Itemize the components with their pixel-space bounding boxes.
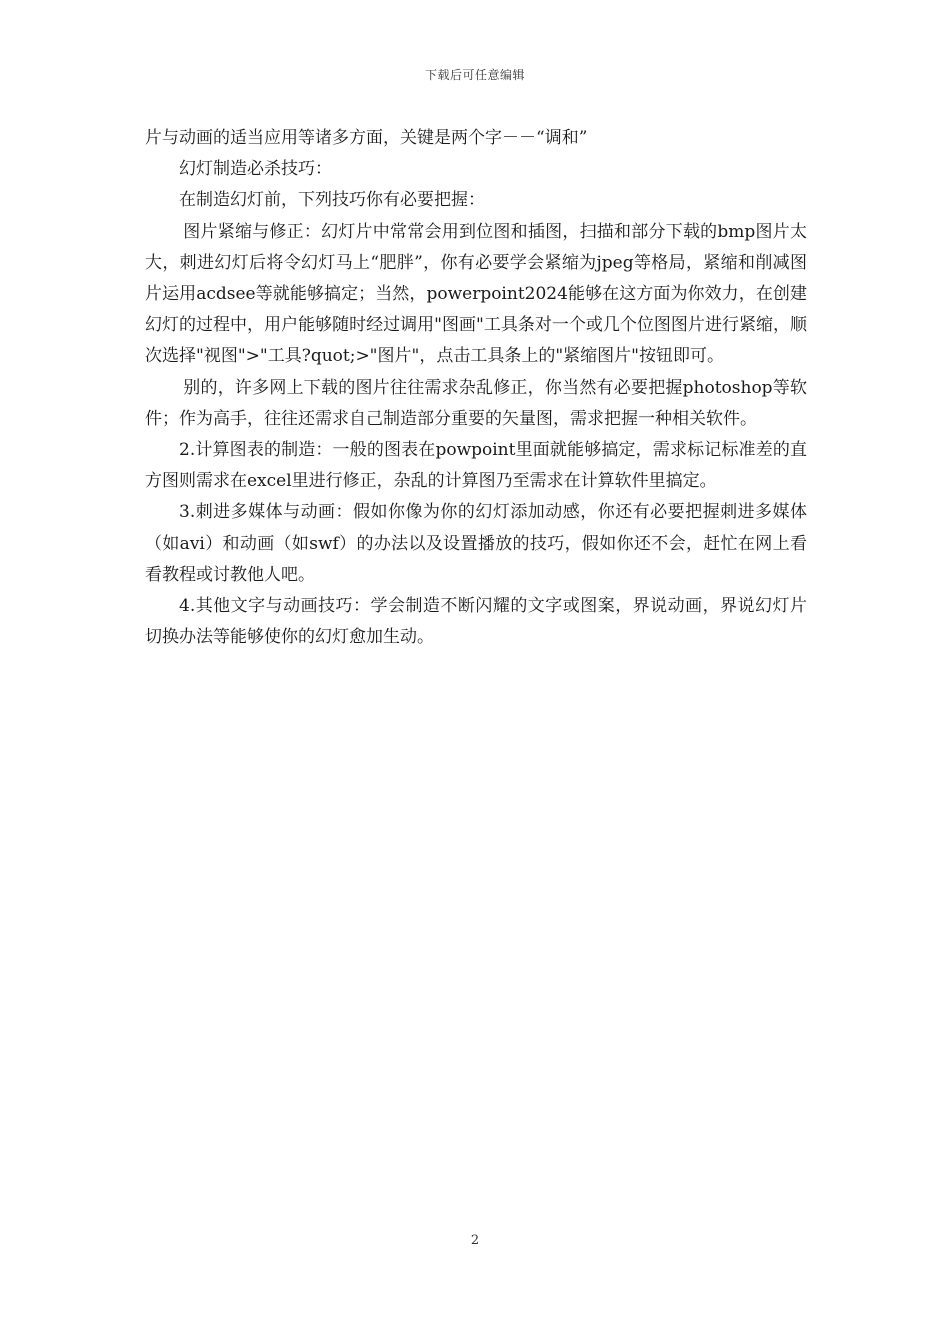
page-header: 下载后可任意编辑: [424, 68, 525, 82]
document-body: [145, 123, 807, 653]
paragraph-intro: 在制造幻灯前，下列技巧你有必要把握：: [179, 190, 485, 211]
page-number: 2: [470, 1233, 480, 1248]
paragraph-continuation: 片与动画的适当应用等诸多方面，关键是两个字－－“调和”: [145, 128, 588, 148]
paragraph-heading-tips: 幻灯制造必杀技巧：: [179, 159, 332, 180]
paragraph-charts: 2.计算图表的制造：一般的图表在powpoint里面就能够搞定，需求标记标准差的直方图则需求在excel里进行修正，杂乱的计算图乃至需求在计算软件里搞定。: [145, 440, 807, 492]
paragraph-image-compression: 图片紧缩与修正：幻灯片中常常会用到位图和插图，扫描和部分下载的bmp图片太大，刺进幻灯后将令幻灯马上“肥胖”，你有必要学会紧缩为jpeg等格局，紧缩和削减图片运用acdsee等就能够搞定；当然，powerpoint2024能够在这方面为你效力，在创建幻灯的过程中，用户能够随时经过调用"图画"工具条对一个或几个位图图片进行紧缩，顺次选择"视图">"工具?quot;>"图片"，点击工具条上的"紧缩图片"按钮即可。: [145, 221, 807, 367]
paragraph-multimedia: 3.刺进多媒体与动画：假如你像为你的幻灯添加动感，你还有必要把握刺进多媒体（如avi）和动画（如swf）的办法以及设置播放的技巧，假如你还不会，赶忙在网上看看教程或讨教他人吧。: [145, 502, 807, 585]
paragraph-image-editing: 别的，许多网上下载的图片往往需求杂乱修正，你当然有必要把握photoshop等软件；作为高手，往往还需求自己制造部分重要的矢量图，需求把握一种相关软件。: [145, 377, 807, 429]
paragraph-other-techniques: 4.其他文字与动画技巧：学会制造不断闪耀的文字或图案，界说动画，界说幻灯片切换办法等能够使你的幻灯愈加生动。: [145, 596, 807, 648]
